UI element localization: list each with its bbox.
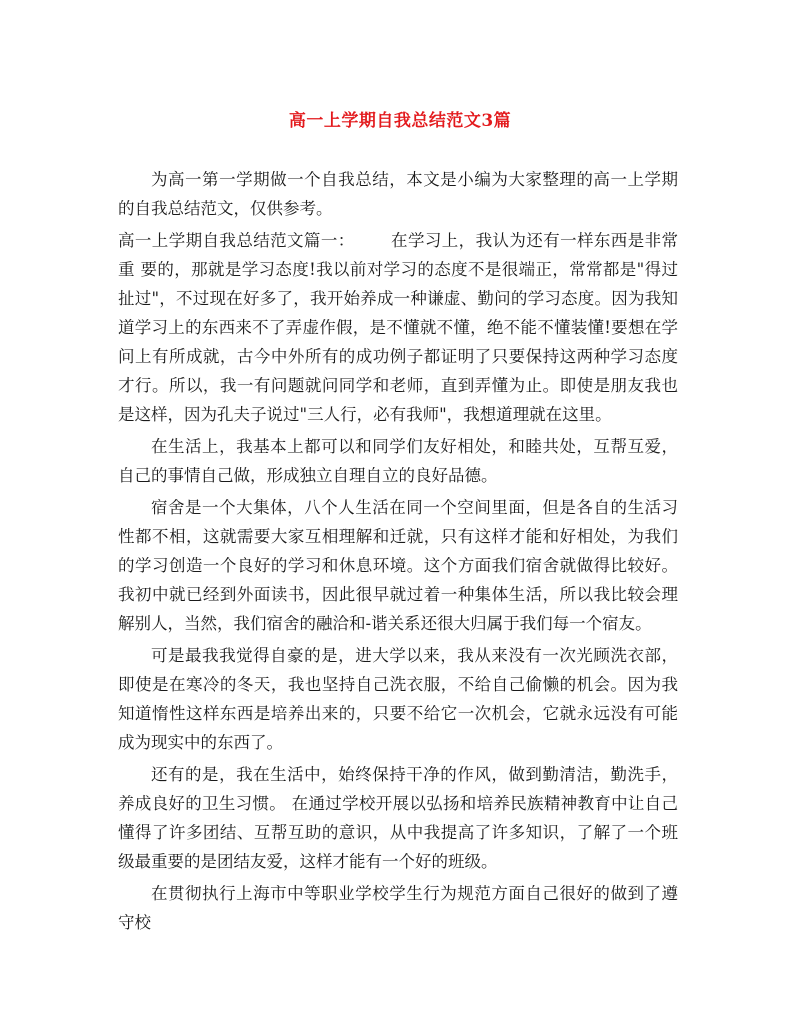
- body-paragraph: 在生活上，我基本上都可以和同学们友好相处，和睦共处，互帮互爱，自己的事情自己做，形成独立自理自立的良好品德。: [118, 437, 678, 485]
- intro-paragraph: 为高一第一学期做一个自我总结，本文是小编为大家整理的高一上学期的自我总结范文，仅供参考。: [118, 170, 678, 218]
- section-1-first-text: 在学习上，我认为还有一样东西是非常重 要的，那就是学习态度!我以前对学习的态度不是很端正，常常都是"得过扯过"，不过现在好多了，我开始养成一种谦虚、勤问的学习态度。因为我知道学习上的东西来不了弄虚作假，是不懂就不懂，绝不能不懂装懂!要想在学问上有所成就，古今中外所有的成功例子都证明了只要保持这两种学习态度才行。所以，我一有问题就问同学和老师，直到弄懂为止。即使是朋友我也是这样，因为孔夫子说过"三人行，必有我师"，我想道理就在这里。: [118, 231, 679, 424]
- document-body: [118, 165, 678, 940]
- body-paragraph: 还有的是，我在生活中，始终保持干净的作风，做到勤清洁，勤洗手，养成良好的卫生习惯。 在通过学校开展以弘扬和培养民族精神教育中让自己懂得了许多团结、互帮互助的意识，从中我提高了许多知识，了解了一个班级最重要的是团结友爱，这样才能有一个好的班级。: [118, 765, 678, 871]
- section-1-heading: 高一上学期自我总结范文篇一：: [118, 231, 355, 250]
- body-paragraph: 宿舍是一个大集体，八个人生活在同一个空间里面，但是各自的生活习性都不相，这就需要大家互相理解和迁就，只有这样才能和好相处，为我们的学习创造一个良好的学习和休息环境。这个方面我们宿舍就做得比较好。我初中就已经到外面读书，因此很早就过着一种集体生活，所以我比较会理解别人，当然，我们宿舍的融洽和-谐关系还很大归属于我们每一个宿友。: [118, 498, 678, 633]
- body-paragraph: 在贯彻执行上海市中等职业学校学生行为规范方面自己很好的做到了遵守校: [118, 884, 678, 932]
- section-1-paragraph: [118, 226, 678, 429]
- body-paragraph: 可是最我我觉得自豪的是，进大学以来，我从来没有一次光顾洗衣部，即使是在寒冷的冬天，我也坚持自己洗衣服，不给自己偷懒的机会。因为我知道惰性这样东西是培养出来的，只要不给它一次机会，它就永远没有可能成为现实中的东西了。: [118, 646, 678, 752]
- document-title: 高一上学期自我总结范文3篇: [288, 111, 512, 131]
